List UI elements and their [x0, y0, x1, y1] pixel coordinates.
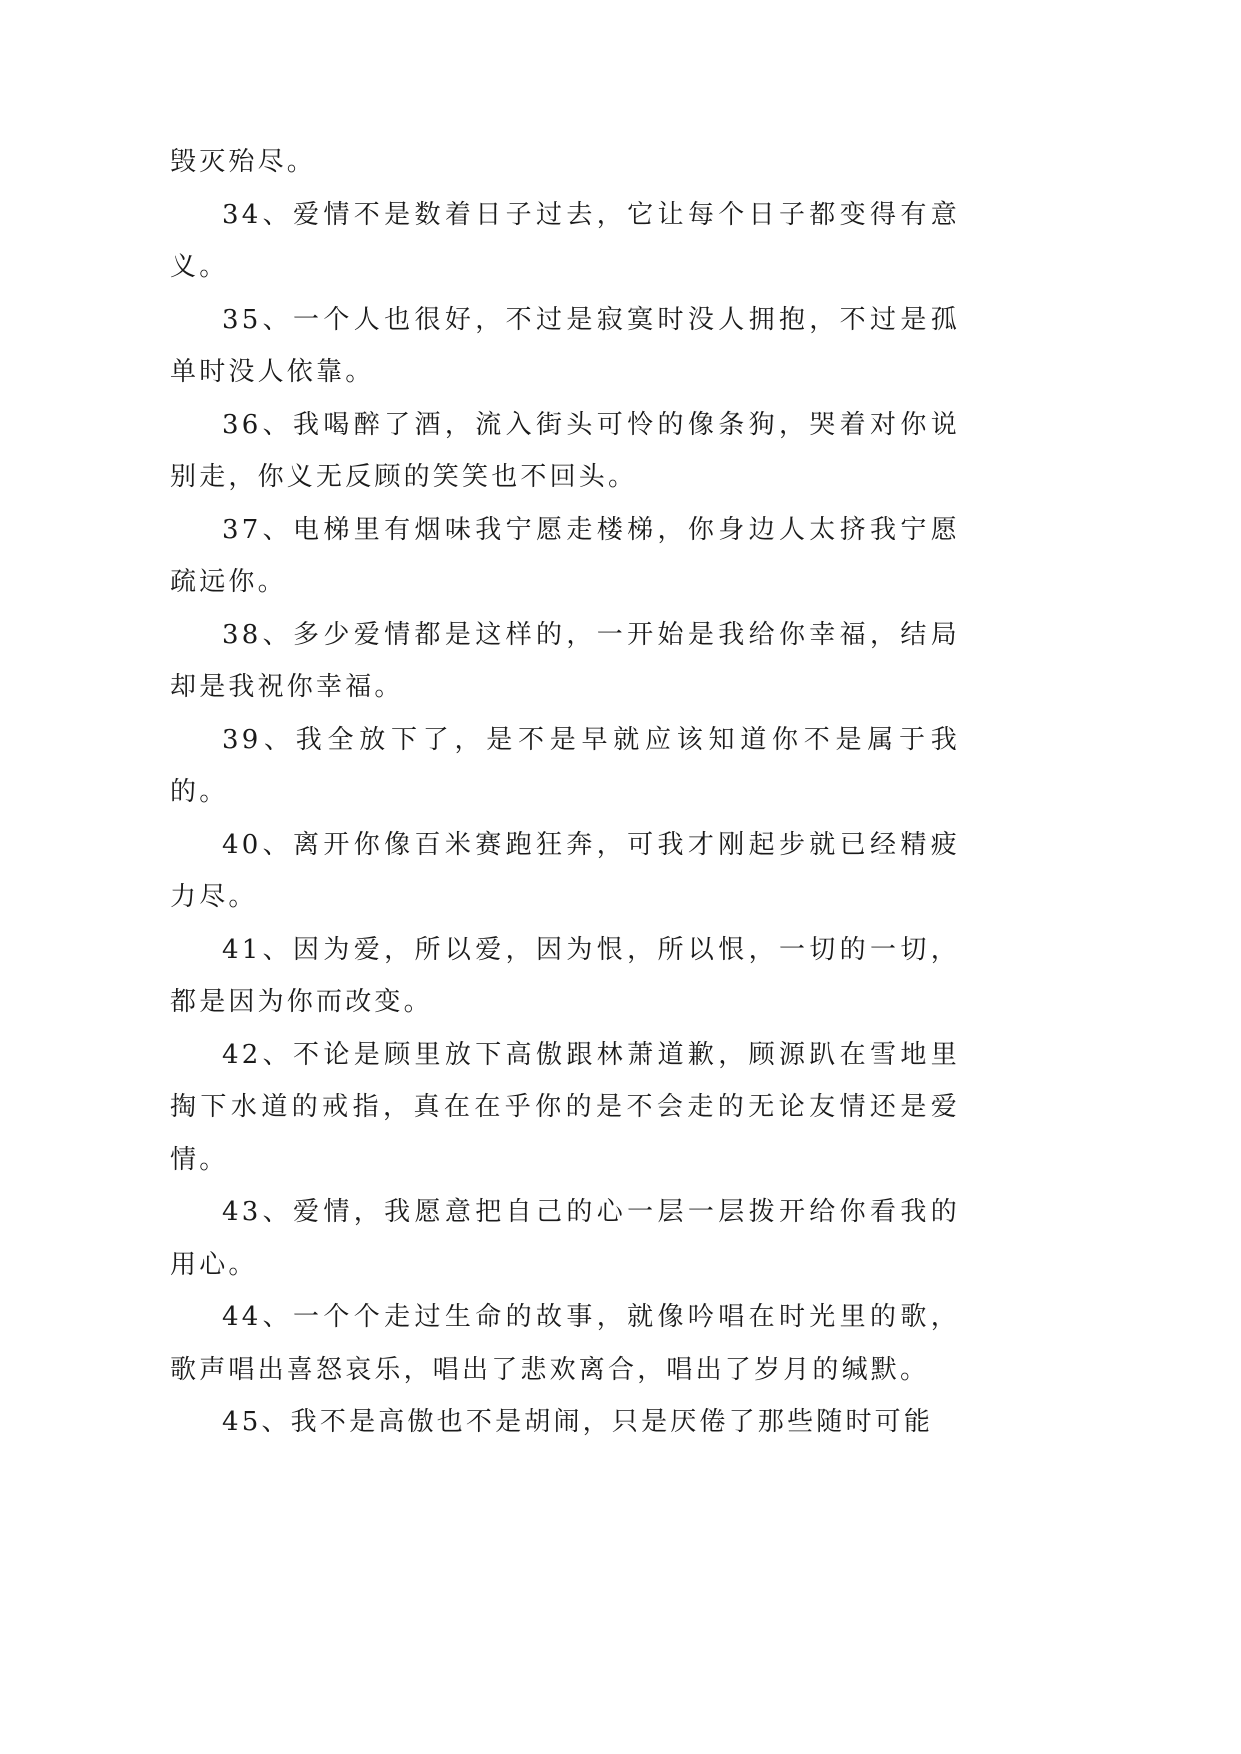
paragraph-34: 34、爱情不是数着日子过去，它让每个日子都变得有意义。	[170, 199, 960, 282]
paragraph-39: 39、我全放下了，是不是早就应该知道你不是属于我的。	[170, 724, 960, 807]
paragraph-38: 38、多少爱情都是这样的，一开始是我给你幸福，结局却是我祝你幸福。	[170, 619, 960, 702]
paragraph-continuation: 毁灭殆尽。	[170, 147, 317, 177]
paragraph-45: 45、我不是高傲也不是胡闹，只是厌倦了那些随时可能	[222, 1407, 934, 1437]
paragraph-41: 41、因为爱，所以爱，因为恨，所以恨，一切的一切，都是因为你而改变。	[170, 934, 960, 1017]
paragraph-44: 44、一个个走过生命的故事，就像吟唱在时光里的歌，歌声唱出喜怒哀乐，唱出了悲欢离合，唱出了岁月的缄默。	[170, 1302, 960, 1385]
paragraph-43: 43、爱情，我愿意把自己的心一层一层拨开给你看我的用心。	[170, 1197, 960, 1280]
paragraph-36: 36、我喝醉了酒，流入街头可怜的像条狗，哭着对你说别走，你义无反顾的笑笑也不回头。	[170, 409, 960, 492]
paragraph-42: 42、不论是顾里放下高傲跟林萧道歉，顾源趴在雪地里掏下水道的戒指，真在在乎你的是不会走的无论友情还是爱情。	[170, 1039, 960, 1175]
paragraph-40: 40、离开你像百米赛跑狂奔，可我才刚起步就已经精疲力尽。	[170, 829, 960, 912]
document-body	[170, 136, 960, 1449]
paragraph-37: 37、电梯里有烟味我宁愿走楼梯，你身边人太挤我宁愿疏远你。	[170, 514, 960, 597]
paragraph-35: 35、一个人也很好，不过是寂寞时没人拥抱，不过是孤单时没人依靠。	[170, 304, 960, 387]
